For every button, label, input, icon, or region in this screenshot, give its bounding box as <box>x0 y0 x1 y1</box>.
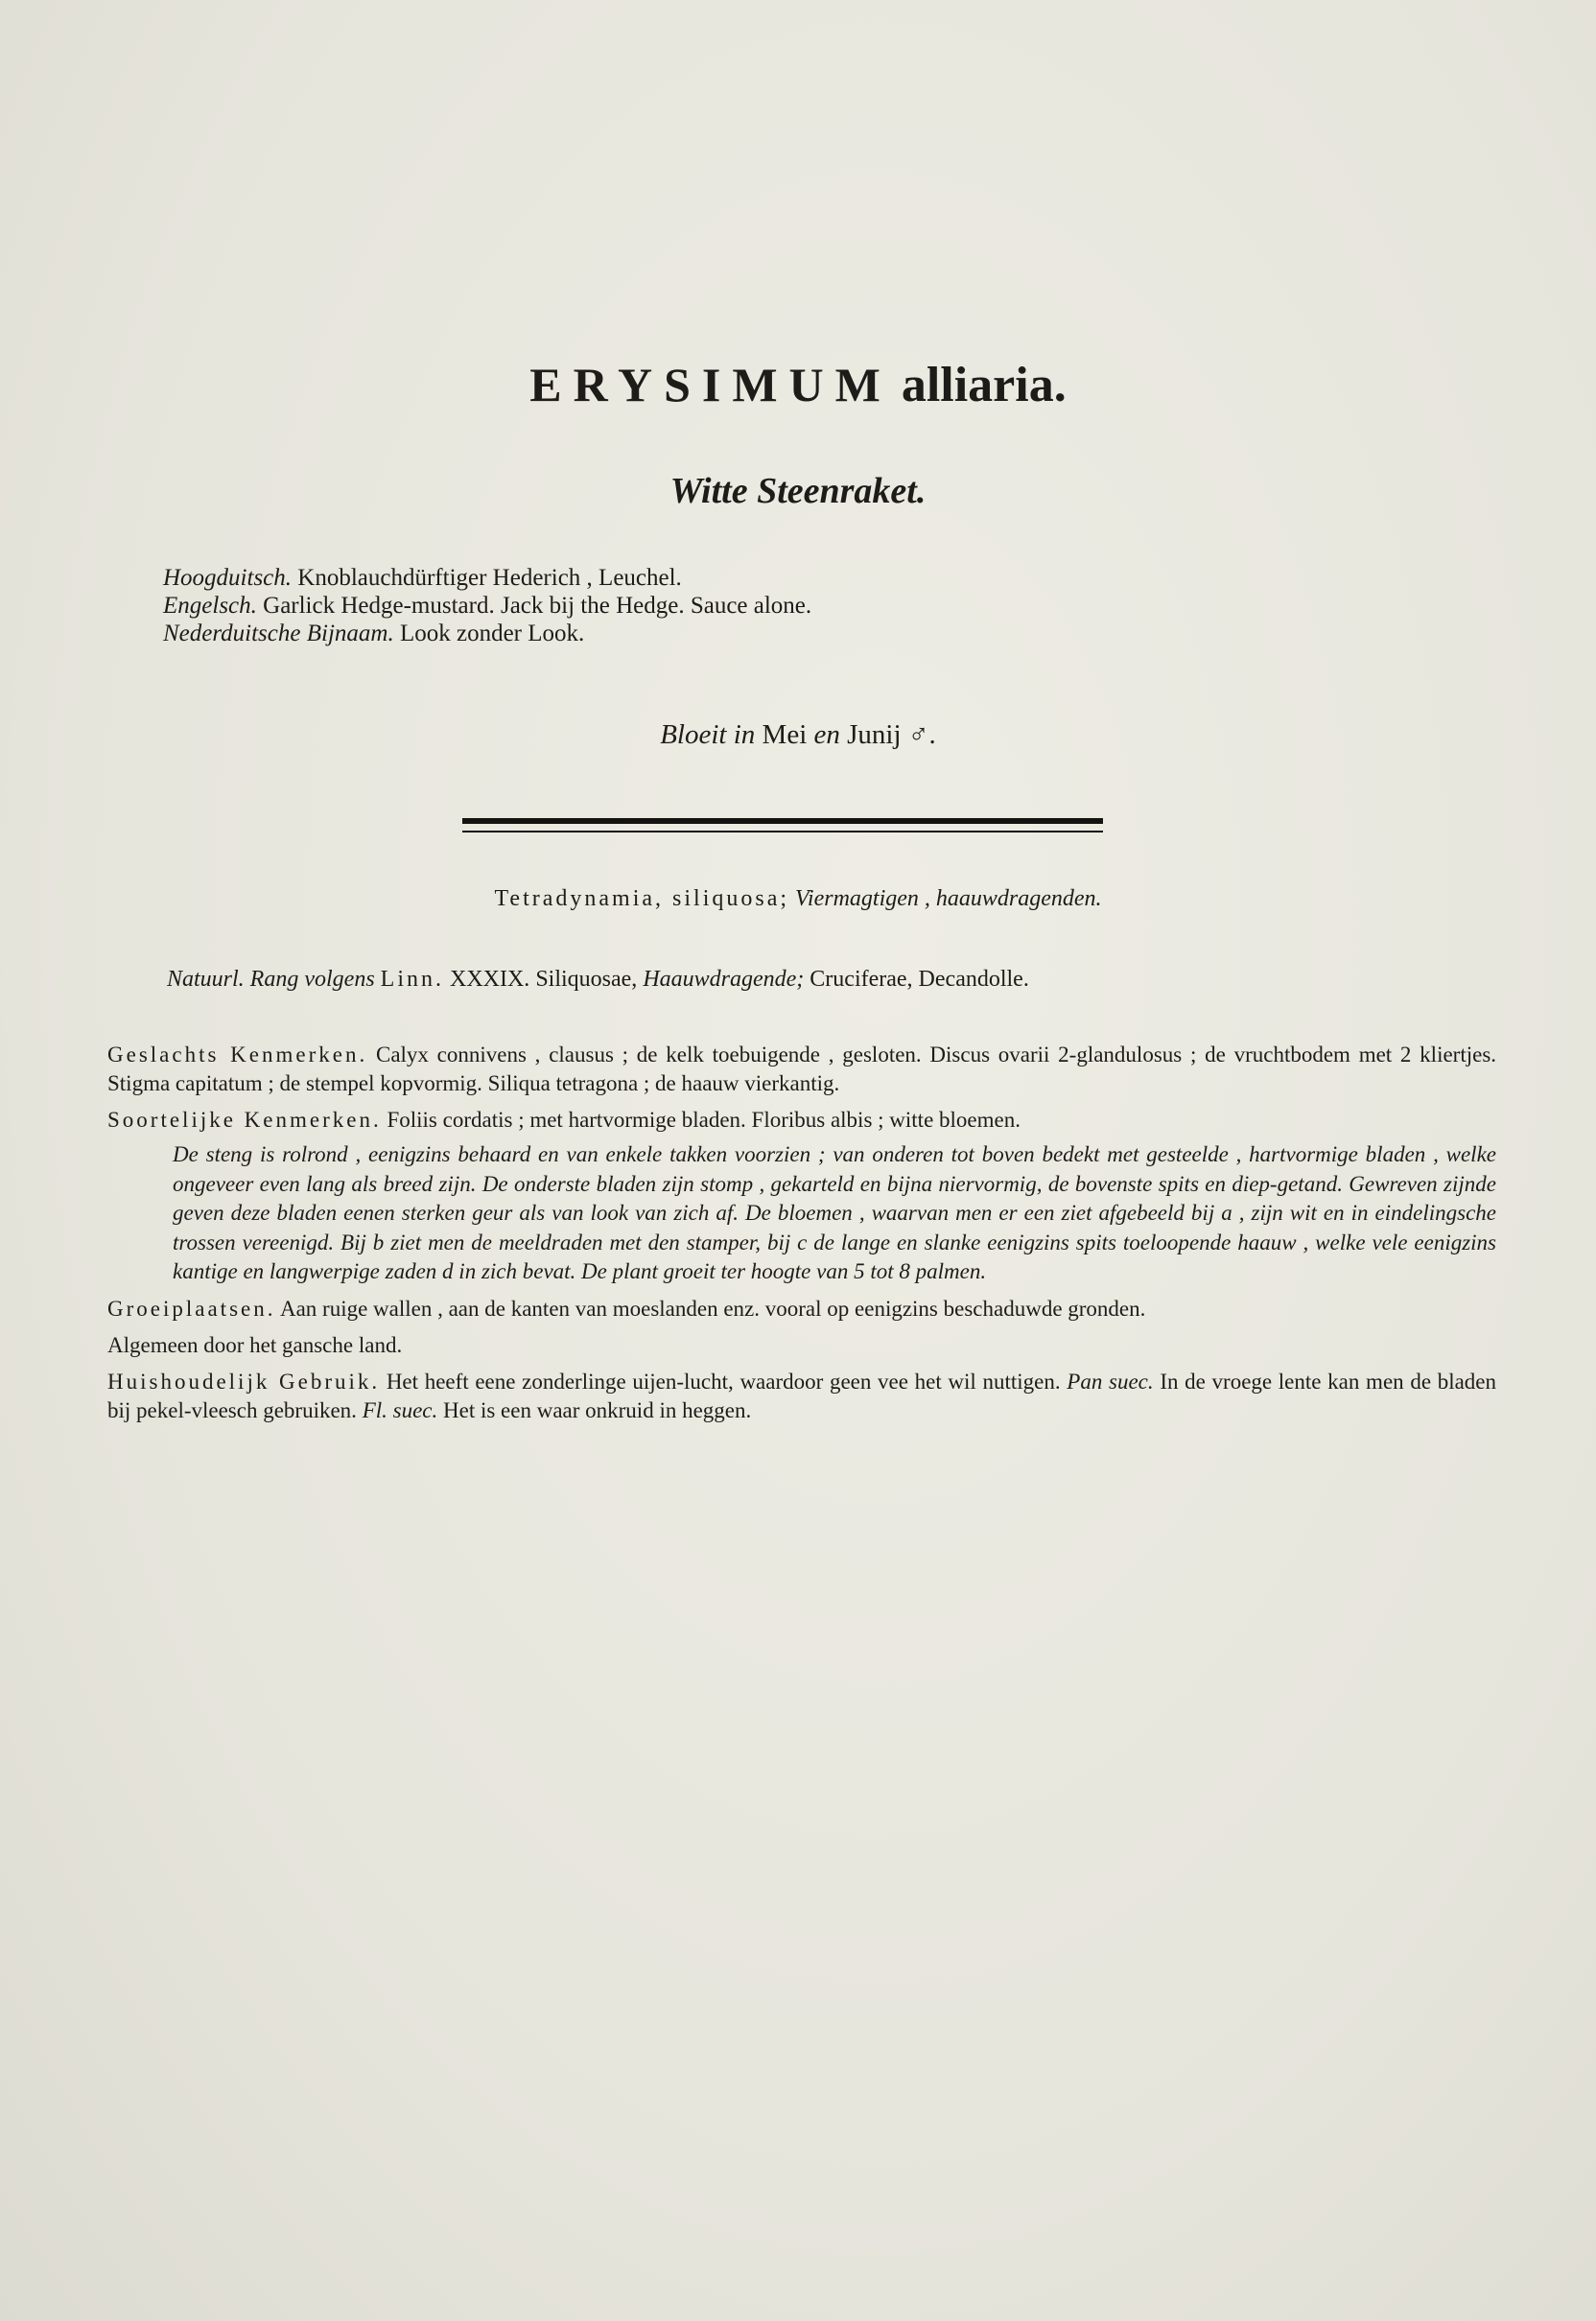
bloeit-label: Bloeit in <box>660 719 756 750</box>
section-text: Foliis cordatis ; met hartvormige bladen. Floribus albis ; witte bloemen. <box>387 1108 1021 1132</box>
section-text: In de vroege lente kan men de bladen bij pekel-vleesch gebruiken. <box>107 1369 1497 1422</box>
name-line <box>163 620 1122 647</box>
title-genus: ERYSIMUM <box>529 358 892 411</box>
page-title <box>0 357 1596 413</box>
species-characters <box>107 1106 1496 1135</box>
household-use <box>107 1368 1496 1425</box>
plant-description: De steng is rolrond , eenigzins behaard en van enkele takken voorzien ; van onderen tot boven bedekt met gesteelde , hartvormige bladen , welke ongeveer even lang als breed zijn. De onderste bladen zijn stomp , gekarteld en bijna niervormig, de bovenste spits en diep-getand. Gewreven zijnde geven deze bladen eenen sterken geur als van look van zich af. De bloemen , waarvan men er een ziet afgebeeld bij a , zijn wit en in eindelingsche trossen vereenigd. Bij b ziet men de meeldraden met den stamper, bij c de lange en slanke eenigzins spits toeloopende haauw , welke vele eenigzins kantige en langwerpige zaden d in zich bevat. De plant groeit ter hoogte van 5 tot 8 palmen. <box>173 1142 1496 1283</box>
vernacular-names <box>163 564 1122 647</box>
bloeit-month: Mei <box>762 719 808 750</box>
section-text: Het is een waar onkruid in heggen. <box>443 1397 752 1422</box>
section-heading: Groeiplaatsen. <box>107 1296 276 1321</box>
rang-latin: Siliquosae, <box>535 967 638 992</box>
biennial-symbol: ♂. <box>907 719 936 750</box>
subtitle: Witte Steenraket. <box>669 471 927 511</box>
section-heading: Soortelijke Kenmerken. <box>107 1108 382 1132</box>
genus-characters <box>107 1041 1496 1098</box>
distribution: Algemeen door het gansche land. <box>107 1332 403 1357</box>
section-text: Aan ruige wallen , aan de kanten van moeslanden enz. vooral op eenigzins beschaduwde gronden. <box>279 1296 1146 1321</box>
name-label: Hoogduitsch. <box>163 565 293 591</box>
name-label: Engelsch. <box>163 593 257 619</box>
name-text: Knoblauchdürftiger Hederich , Leuchel. <box>297 565 682 591</box>
name-line <box>163 564 1122 592</box>
divider-thick <box>462 818 1103 824</box>
name-text: Look zonder Look. <box>399 621 585 646</box>
title-species: alliaria. <box>901 358 1067 412</box>
section-text: Calyx connivens , clausus ; de kelk toebuigende , gesloten. Discus ovarii 2-glandulosus ; de vruchtbodem met 2 kliertjes. Stigma capitatum ; de stempel kopvormig. Siliqua tetragona ; de haauw vierkantig. <box>107 1043 1497 1095</box>
class-latin: Tetradynamia, siliquosa; <box>494 886 790 911</box>
rang-family: Cruciferae, Decandolle. <box>810 967 1029 992</box>
name-line <box>163 592 1122 620</box>
name-label: Nederduitsche Bijnaam. <box>163 621 394 646</box>
class-dutch: Viermagtigen , haauwdragenden. <box>795 886 1102 911</box>
rang-label: Natuurl. Rang volgens <box>167 967 375 992</box>
bloeit-and: en <box>813 719 840 750</box>
body-text <box>107 1041 1496 1433</box>
rang-number: XXXIX. <box>449 967 530 992</box>
divider-thin <box>462 831 1103 832</box>
reference-pan-suec: Pan suec. <box>1067 1369 1154 1394</box>
flowering-line <box>0 719 1596 751</box>
habitat <box>107 1295 1496 1324</box>
natural-rank-line <box>167 967 1414 993</box>
classification-line <box>0 886 1596 912</box>
section-heading: Geslachts Kenmerken. <box>107 1043 368 1067</box>
name-text: Garlick Hedge-mustard. Jack bij the Hedge. Sauce alone. <box>263 593 812 619</box>
bloeit-month2: Junij <box>847 719 902 750</box>
section-text: Het heeft eene zonderlinge uijen-lucht, waardoor geen vee het wil nuttigen. <box>386 1369 1061 1394</box>
section-heading: Huishoudelijk Gebruik. <box>107 1369 381 1394</box>
rang-dutch: Haauwdragende; <box>643 967 805 992</box>
reference-fl-suec: Fl. suec. <box>362 1397 438 1422</box>
rang-linn: Linn. <box>380 967 444 992</box>
